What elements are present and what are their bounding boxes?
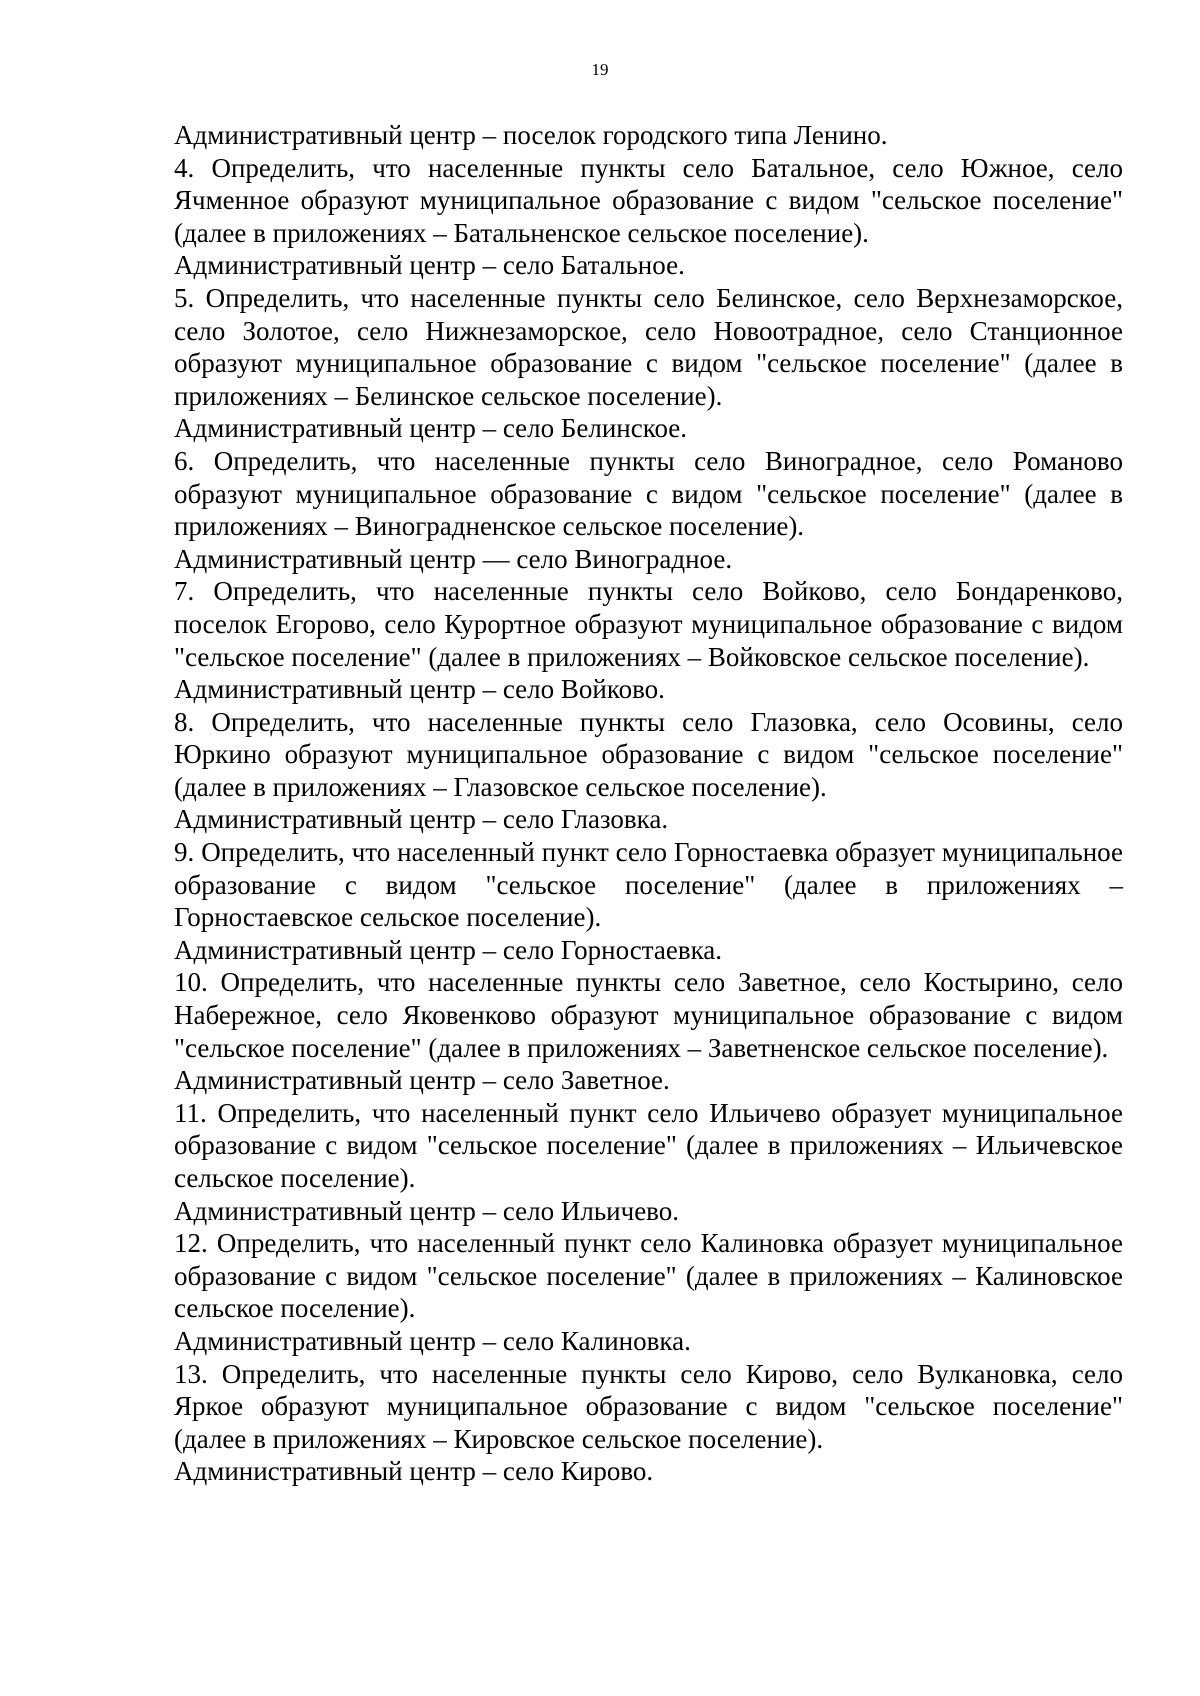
admin-center-line: Административный центр – село Войково. <box>174 674 665 705</box>
numbered-clause: 6. Определить, что населенные пункты село Виноградное, село Романово образуют муниципальное образование с видом "сельское поселение" (далее в приложениях – Виноградненское сельское поселение). <box>174 445 1123 542</box>
numbered-clause: 10. Определить, что населенные пункты село Заветное, село Костырино, село Набережное, село Яковенково образуют муниципальное образование с видом "сельское поселение" (далее в приложениях – Заветненское сельское поселение). <box>174 967 1123 1063</box>
admin-center-line: Административный центр — село Виноградное. <box>174 543 733 574</box>
numbered-clause: 11. Определить, что населенный пункт село Ильичево образует муниципальное образование с видом "сельское поселение" (далее в приложениях – Ильичевское сельское поселение). <box>174 1097 1123 1193</box>
admin-center-line: Административный центр – село Батальное. <box>174 250 685 281</box>
page-number: 19 <box>591 60 609 79</box>
admin-center-line: Административный центр – село Ильичево. <box>174 1195 679 1226</box>
admin-center-line: Административный центр – село Заветное. <box>174 1065 670 1096</box>
numbered-clause: 8. Определить, что населенные пункты село Глазовка, село Осовины, село Юркино образуют муниципальное образование с видом "сельское поселение" (далее в приложениях – Глазовское сельское поселение). <box>174 706 1123 802</box>
admin-center-line: Административный центр – село Горностаевка. <box>174 934 723 965</box>
numbered-clause: 9. Определить, что населенный пункт село Горностаевка образует муниципальное образование с видом "сельское поселение" (далее в приложениях – Горностаевское сельское поселение). <box>174 837 1123 933</box>
admin-center-line: Административный центр – село Кирово. <box>174 1456 654 1487</box>
numbered-clause: 4. Определить, что населенные пункты село Батальное, село Южное, село Ячменное образуют муниципальное образование с видом "сельское поселение" (далее в приложениях – Батальненское сельское поселение). <box>174 152 1123 248</box>
admin-center-line: Административный центр – село Белинское. <box>174 413 688 444</box>
numbered-clause: 13. Определить, что населенные пункты село Кирово, село Вулкановка, село Яркое образуют муниципальное образование с видом "сельское поселение" (далее в приложениях – Кировское сельское поселение). <box>174 1358 1123 1454</box>
numbered-clause: 12. Определить, что населенный пункт село Калиновка образует муниципальное образование с видом "сельское поселение" (далее в приложениях – Калиновское сельское поселение). <box>174 1228 1123 1324</box>
document-body <box>174 119 1123 1488</box>
admin-center-line: Административный центр – село Глазовка. <box>174 804 669 835</box>
numbered-clause: 5. Определить, что населенные пункты село Белинское, село Верхнезаморское, село Золотое, село Нижнезаморское, село Новоотрадное, село Станционное образуют муниципальное образование с видом "сельское поселение" (далее в приложениях – Белинское сельское поселение). <box>174 282 1123 411</box>
numbered-clause: 7. Определить, что населенные пункты село Войково, село Бондаренково, поселок Егорово, село Курортное образуют муниципальное образование с видом "сельское поселение" (далее в приложениях – Войковское сельское поселение). <box>174 576 1123 672</box>
admin-center-line: Административный центр – село Калиновка. <box>174 1325 691 1356</box>
admin-center-line: Административный центр – поселок городского типа Ленино. <box>174 120 888 150</box>
